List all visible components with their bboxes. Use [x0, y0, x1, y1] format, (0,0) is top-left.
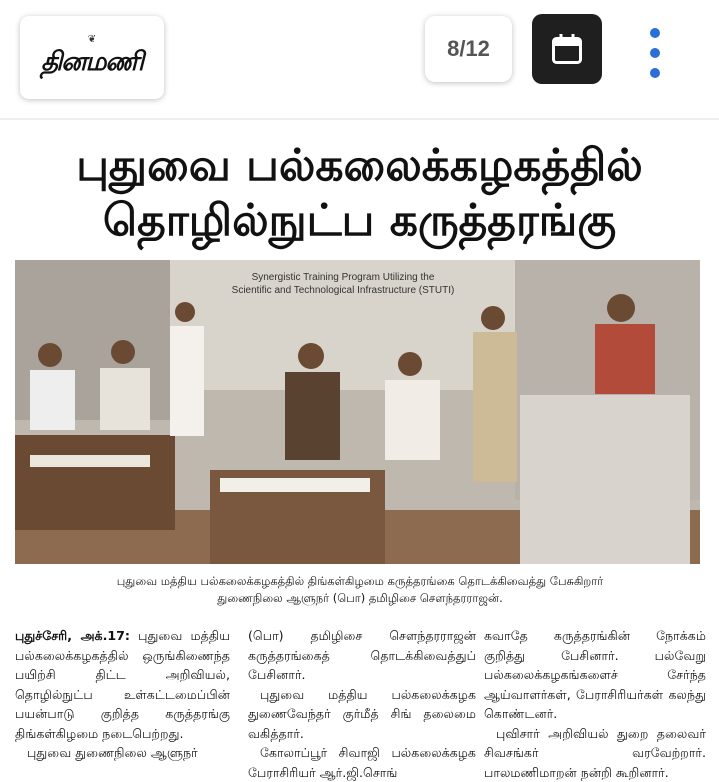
- article-column-3: [484, 626, 706, 782]
- more-dot: [650, 68, 660, 78]
- headline-line-2: தொழில்நுட்ப கருத்தரங்கு: [0, 195, 719, 252]
- lead-paragraph: [15, 626, 230, 743]
- paragraph: புவிசார் அறிவியல் துறை தலைவர் சிவசங்கர் வரவேற்றார். பாலமணிமாறன் நன்றி கூறினார்.: [484, 724, 706, 782]
- dateline: புதுச்சேரி, அக்.17:: [15, 628, 130, 643]
- page-indicator[interactable]: 8/12: [425, 16, 512, 82]
- paragraph: கவாதே கருத்தரங்கின் நோக்கம் குறித்து பேசினார். பல்வேறு பல்கலைக்கழகங்களைச் சேர்ந்த ஆய்வாளர்கள், பேராசிரியர்கள் கலந்து கொண்டனர்.: [484, 626, 706, 724]
- paragraph: புதுவை மத்திய பல்கலைக்கழக துணைவேந்தர் குர்மீத் சிங் தலைமை வகித்தார்.: [248, 685, 476, 744]
- calendar-button[interactable]: [532, 14, 602, 84]
- top-bar: [0, 0, 719, 112]
- more-vert-icon: [650, 28, 660, 38]
- newspaper-logo[interactable]: [20, 16, 164, 99]
- banner-line-2: Scientific and Technological Infrastructure (STUTI): [232, 285, 455, 296]
- banner-line-1: Synergistic Training Program Utilizing the: [252, 272, 435, 283]
- photo-scene: [15, 260, 700, 564]
- calendar-icon: [549, 31, 585, 67]
- logo-text: தினமணி: [41, 47, 143, 80]
- header-divider: [0, 118, 719, 120]
- headline-line-1: புதுவை பல்கலைக்கழகத்தில்: [0, 140, 719, 197]
- caption-line-2: துணைநிலை ஆளுநர் (பொ) தமிழிசை செளந்தரராஜன்.: [30, 590, 690, 607]
- photo-caption: [30, 573, 690, 607]
- article-column-1: [15, 626, 230, 763]
- paragraph: புதுவை துணைநிலை ஆளுநர்: [15, 743, 230, 763]
- more-dot: [650, 48, 660, 58]
- paragraph: (பொ) தமிழிசை செளந்தரராஜன் கருத்தரங்கைத் தொடக்கிவைத்துப் பேசினார்.: [248, 626, 476, 685]
- caption-line-1: புதுவை மத்திய பல்கலைக்கழகத்தில் திங்கள்கிழமை கருத்தரங்கை தொடக்கிவைத்து பேசுகிறார்: [30, 573, 690, 590]
- emblem-icon: ❦: [88, 35, 96, 45]
- paragraph: கோலாப்பூர் சிவாஜி பல்கலைக்கழக பேராசிரியர் ஆர்.ஜி.சொங்: [248, 743, 476, 782]
- article-column-2: [248, 626, 476, 782]
- more-options-button[interactable]: [640, 28, 670, 78]
- article-photo: [15, 260, 700, 564]
- lead-text: புதுவை மத்திய பல்கலைக்கழகத்தில் ஒருங்கிணைந்த பயிற்சி திட்ட அறிவியல், தொழில்நுட்ப உள்கட்டமைப்பின் பயன்பாடு குறித்த கருத்தரங்கு திங்கள்கிழமை நடைபெற்றது.: [15, 628, 230, 741]
